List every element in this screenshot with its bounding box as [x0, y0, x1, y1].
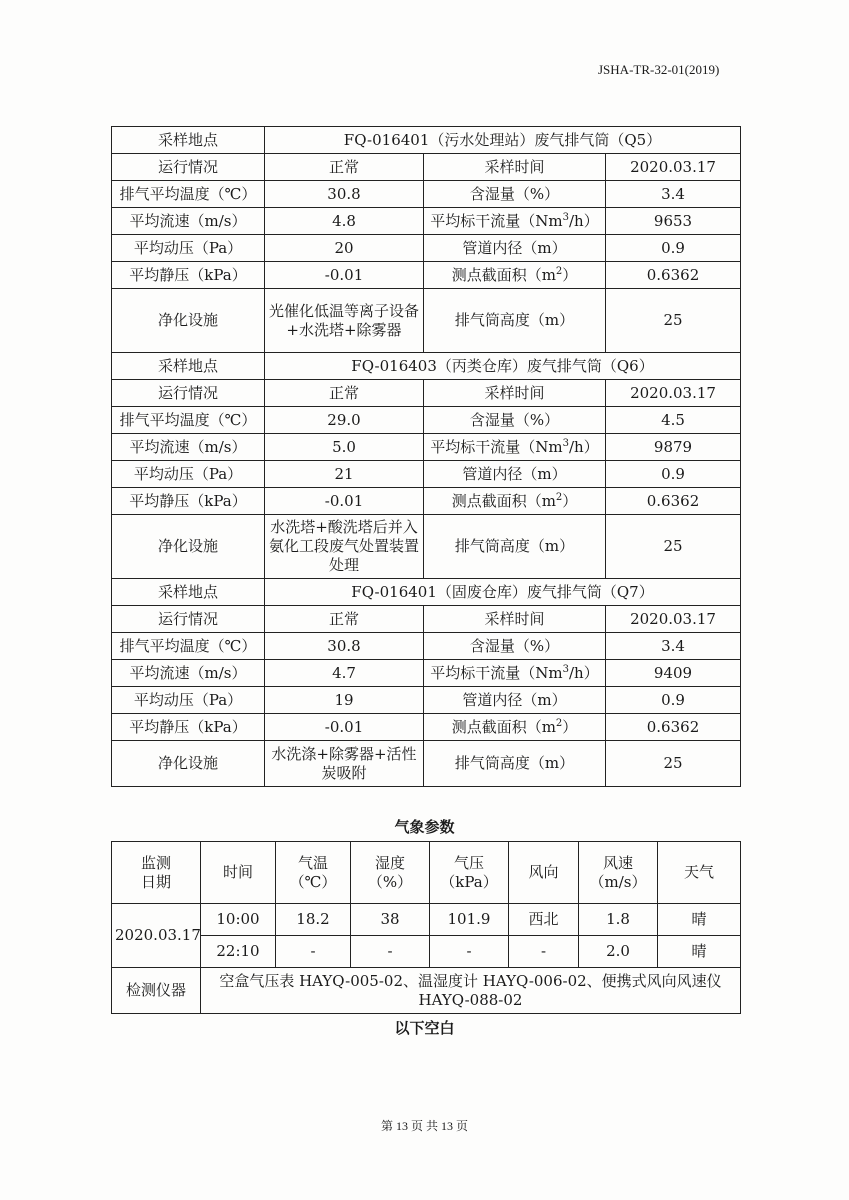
operating-status: 正常 — [265, 606, 424, 633]
velocity-label: 平均流速（m/s） — [112, 208, 265, 235]
flow-label: 平均标干流量（Nm$^3$/h） — [424, 660, 606, 687]
static-pressure: -0.01 — [265, 262, 424, 289]
weather-time: 10:00 — [201, 904, 276, 936]
diameter: 0.9 — [606, 461, 741, 488]
section-row — [112, 741, 741, 787]
sampling-time-label: 采样时间 — [424, 380, 606, 407]
weather-temp: - — [276, 936, 351, 968]
weather-pressure: 101.9 — [430, 904, 509, 936]
humidity: 3.4 — [606, 181, 741, 208]
static-pressure-label: 平均静压（kPa） — [112, 262, 265, 289]
velocity: 5.0 — [265, 434, 424, 461]
operating-status: 正常 — [265, 154, 424, 181]
stack-height-label: 排气筒高度（m） — [424, 289, 606, 353]
weather-pressure: - — [430, 936, 509, 968]
temperature-label: 排气平均温度（℃） — [112, 633, 265, 660]
stack-height-label: 排气筒高度（m） — [424, 515, 606, 579]
flow-label: 平均标干流量（Nm$^3$/h） — [424, 434, 606, 461]
header-temp: 气温 （℃） — [276, 842, 351, 904]
sampling-time-label: 采样时间 — [424, 606, 606, 633]
facility-label: 净化设施 — [112, 515, 265, 579]
velocity-label: 平均流速（m/s） — [112, 660, 265, 687]
stack-height: 25 — [606, 289, 741, 353]
diameter: 0.9 — [606, 687, 741, 714]
temperature: 30.8 — [265, 181, 424, 208]
location-label: 采样地点 — [112, 127, 265, 154]
exhaust-parameters-table — [111, 126, 741, 787]
temperature-label: 排气平均温度（℃） — [112, 407, 265, 434]
dynamic-pressure: 20 — [265, 235, 424, 262]
header-date: 监测 日期 — [112, 842, 201, 904]
header-wind-speed: 风速 （m/s） — [579, 842, 658, 904]
section-row — [112, 633, 741, 660]
temperature: 29.0 — [265, 407, 424, 434]
weather-wind-speed: 1.8 — [579, 904, 658, 936]
area-label: 测点截面积$(m^2)$ — [424, 262, 606, 289]
temperature-label: 排气平均温度（℃） — [112, 181, 265, 208]
velocity-label: 平均流速（m/s） — [112, 434, 265, 461]
velocity: 4.7 — [265, 660, 424, 687]
status-label: 运行情况 — [112, 154, 265, 181]
humidity-label: 含湿量（%） — [424, 181, 606, 208]
section-row — [112, 515, 741, 579]
section-row — [112, 606, 741, 633]
section-row — [112, 380, 741, 407]
section-location-row — [112, 353, 741, 380]
operating-status: 正常 — [265, 380, 424, 407]
header-pressure: 气压 （kPa） — [430, 842, 509, 904]
weather-wind-speed: 2.0 — [579, 936, 658, 968]
stack-height: 25 — [606, 515, 741, 579]
weather-condition: 晴 — [658, 904, 741, 936]
section-row — [112, 488, 741, 515]
dynamic-pressure: 19 — [265, 687, 424, 714]
purification-facility: 水洗涤+除雾器+活性炭吸附 — [265, 741, 424, 787]
header-weather: 天气 — [658, 842, 741, 904]
instrument-list: 空盒气压表 HAYQ-005-02、温湿度计 HAYQ-006-02、便携式风向风速仪 HAYQ-088-02 — [201, 968, 741, 1014]
end-of-content-note: 以下空白 — [394, 1019, 455, 1037]
cross-section-area: 0.6362 — [606, 488, 741, 515]
section-row — [112, 154, 741, 181]
diameter: 0.9 — [606, 235, 741, 262]
section-location-row — [112, 127, 741, 154]
stack-height-label: 排气筒高度（m） — [424, 741, 606, 787]
static-pressure-label: 平均静压（kPa） — [112, 488, 265, 515]
sampling-location: FQ-016403（丙类仓库）废气排气筒（Q6） — [265, 353, 741, 380]
section-row — [112, 208, 741, 235]
static-pressure: -0.01 — [265, 488, 424, 515]
location-label: 采样地点 — [112, 353, 265, 380]
flow-rate: 9879 — [606, 434, 741, 461]
instrument-label: 检测仪器 — [112, 968, 201, 1014]
purification-facility: 水洗塔+酸洗塔后并入氨化工段废气处置装置处理 — [265, 515, 424, 579]
dynamic-pressure-label: 平均动压（Pa） — [112, 235, 265, 262]
section-row — [112, 262, 741, 289]
humidity: 3.4 — [606, 633, 741, 660]
dynamic-pressure: 21 — [265, 461, 424, 488]
dynamic-pressure-label: 平均动压（Pa） — [112, 687, 265, 714]
section-row — [112, 687, 741, 714]
weather-row — [112, 936, 741, 968]
weather-header-row — [112, 842, 741, 904]
status-label: 运行情况 — [112, 606, 265, 633]
weather-date: 2020.03.17 — [112, 904, 201, 968]
weather-wind-direction: 西北 — [509, 904, 579, 936]
temperature: 30.8 — [265, 633, 424, 660]
sampling-location: FQ-016401（污水处理站）废气排气筒（Q5） — [265, 127, 741, 154]
section-location-row — [112, 579, 741, 606]
location-label: 采样地点 — [112, 579, 265, 606]
area-label: 测点截面积$(m^2)$ — [424, 488, 606, 515]
section-row — [112, 714, 741, 741]
facility-label: 净化设施 — [112, 741, 265, 787]
section-row — [112, 181, 741, 208]
purification-facility: 光催化低温等离子设备+水洗塔+除雾器 — [265, 289, 424, 353]
section-row — [112, 289, 741, 353]
header-humidity: 湿度 （%） — [351, 842, 430, 904]
status-label: 运行情况 — [112, 380, 265, 407]
page-number: 第 13 页 共 13 页 — [380, 1119, 468, 1133]
cross-section-area: 0.6362 — [606, 714, 741, 741]
area-label: 测点截面积$(m^2)$ — [424, 714, 606, 741]
humidity-label: 含湿量（%） — [424, 633, 606, 660]
weather-humidity: 38 — [351, 904, 430, 936]
flow-label: 平均标干流量（Nm$^3$/h） — [424, 208, 606, 235]
weather-temp: 18.2 — [276, 904, 351, 936]
section-row — [112, 660, 741, 687]
stack-height: 25 — [606, 741, 741, 787]
humidity-label: 含湿量（%） — [424, 407, 606, 434]
diameter-label: 管道内径（m） — [424, 235, 606, 262]
humidity: 4.5 — [606, 407, 741, 434]
header-wind-direction: 风向 — [509, 842, 579, 904]
weather-parameters-table — [111, 841, 741, 1014]
flow-rate: 9409 — [606, 660, 741, 687]
header-time: 时间 — [201, 842, 276, 904]
diameter-label: 管道内径（m） — [424, 687, 606, 714]
section-row — [112, 461, 741, 488]
static-pressure-label: 平均静压（kPa） — [112, 714, 265, 741]
weather-row — [112, 904, 741, 936]
sampling-time-label: 采样时间 — [424, 154, 606, 181]
section-row — [112, 434, 741, 461]
static-pressure: -0.01 — [265, 714, 424, 741]
dynamic-pressure-label: 平均动压（Pa） — [112, 461, 265, 488]
weather-condition: 晴 — [658, 936, 741, 968]
facility-label: 净化设施 — [112, 289, 265, 353]
sampling-time: 2020.03.17 — [606, 154, 741, 181]
diameter-label: 管道内径（m） — [424, 461, 606, 488]
section-row — [112, 407, 741, 434]
document-code: JSHA-TR-32-01(2019) — [598, 62, 720, 77]
section-row — [112, 235, 741, 262]
flow-rate: 9653 — [606, 208, 741, 235]
cross-section-area: 0.6362 — [606, 262, 741, 289]
weather-section-title: 气象参数 — [394, 818, 455, 836]
sampling-time: 2020.03.17 — [606, 606, 741, 633]
weather-time: 22:10 — [201, 936, 276, 968]
weather-wind-direction: - — [509, 936, 579, 968]
velocity: 4.8 — [265, 208, 424, 235]
sampling-time: 2020.03.17 — [606, 380, 741, 407]
sampling-location: FQ-016401（固废仓库）废气排气筒（Q7） — [265, 579, 741, 606]
instrument-row — [112, 968, 741, 1014]
weather-humidity: - — [351, 936, 430, 968]
